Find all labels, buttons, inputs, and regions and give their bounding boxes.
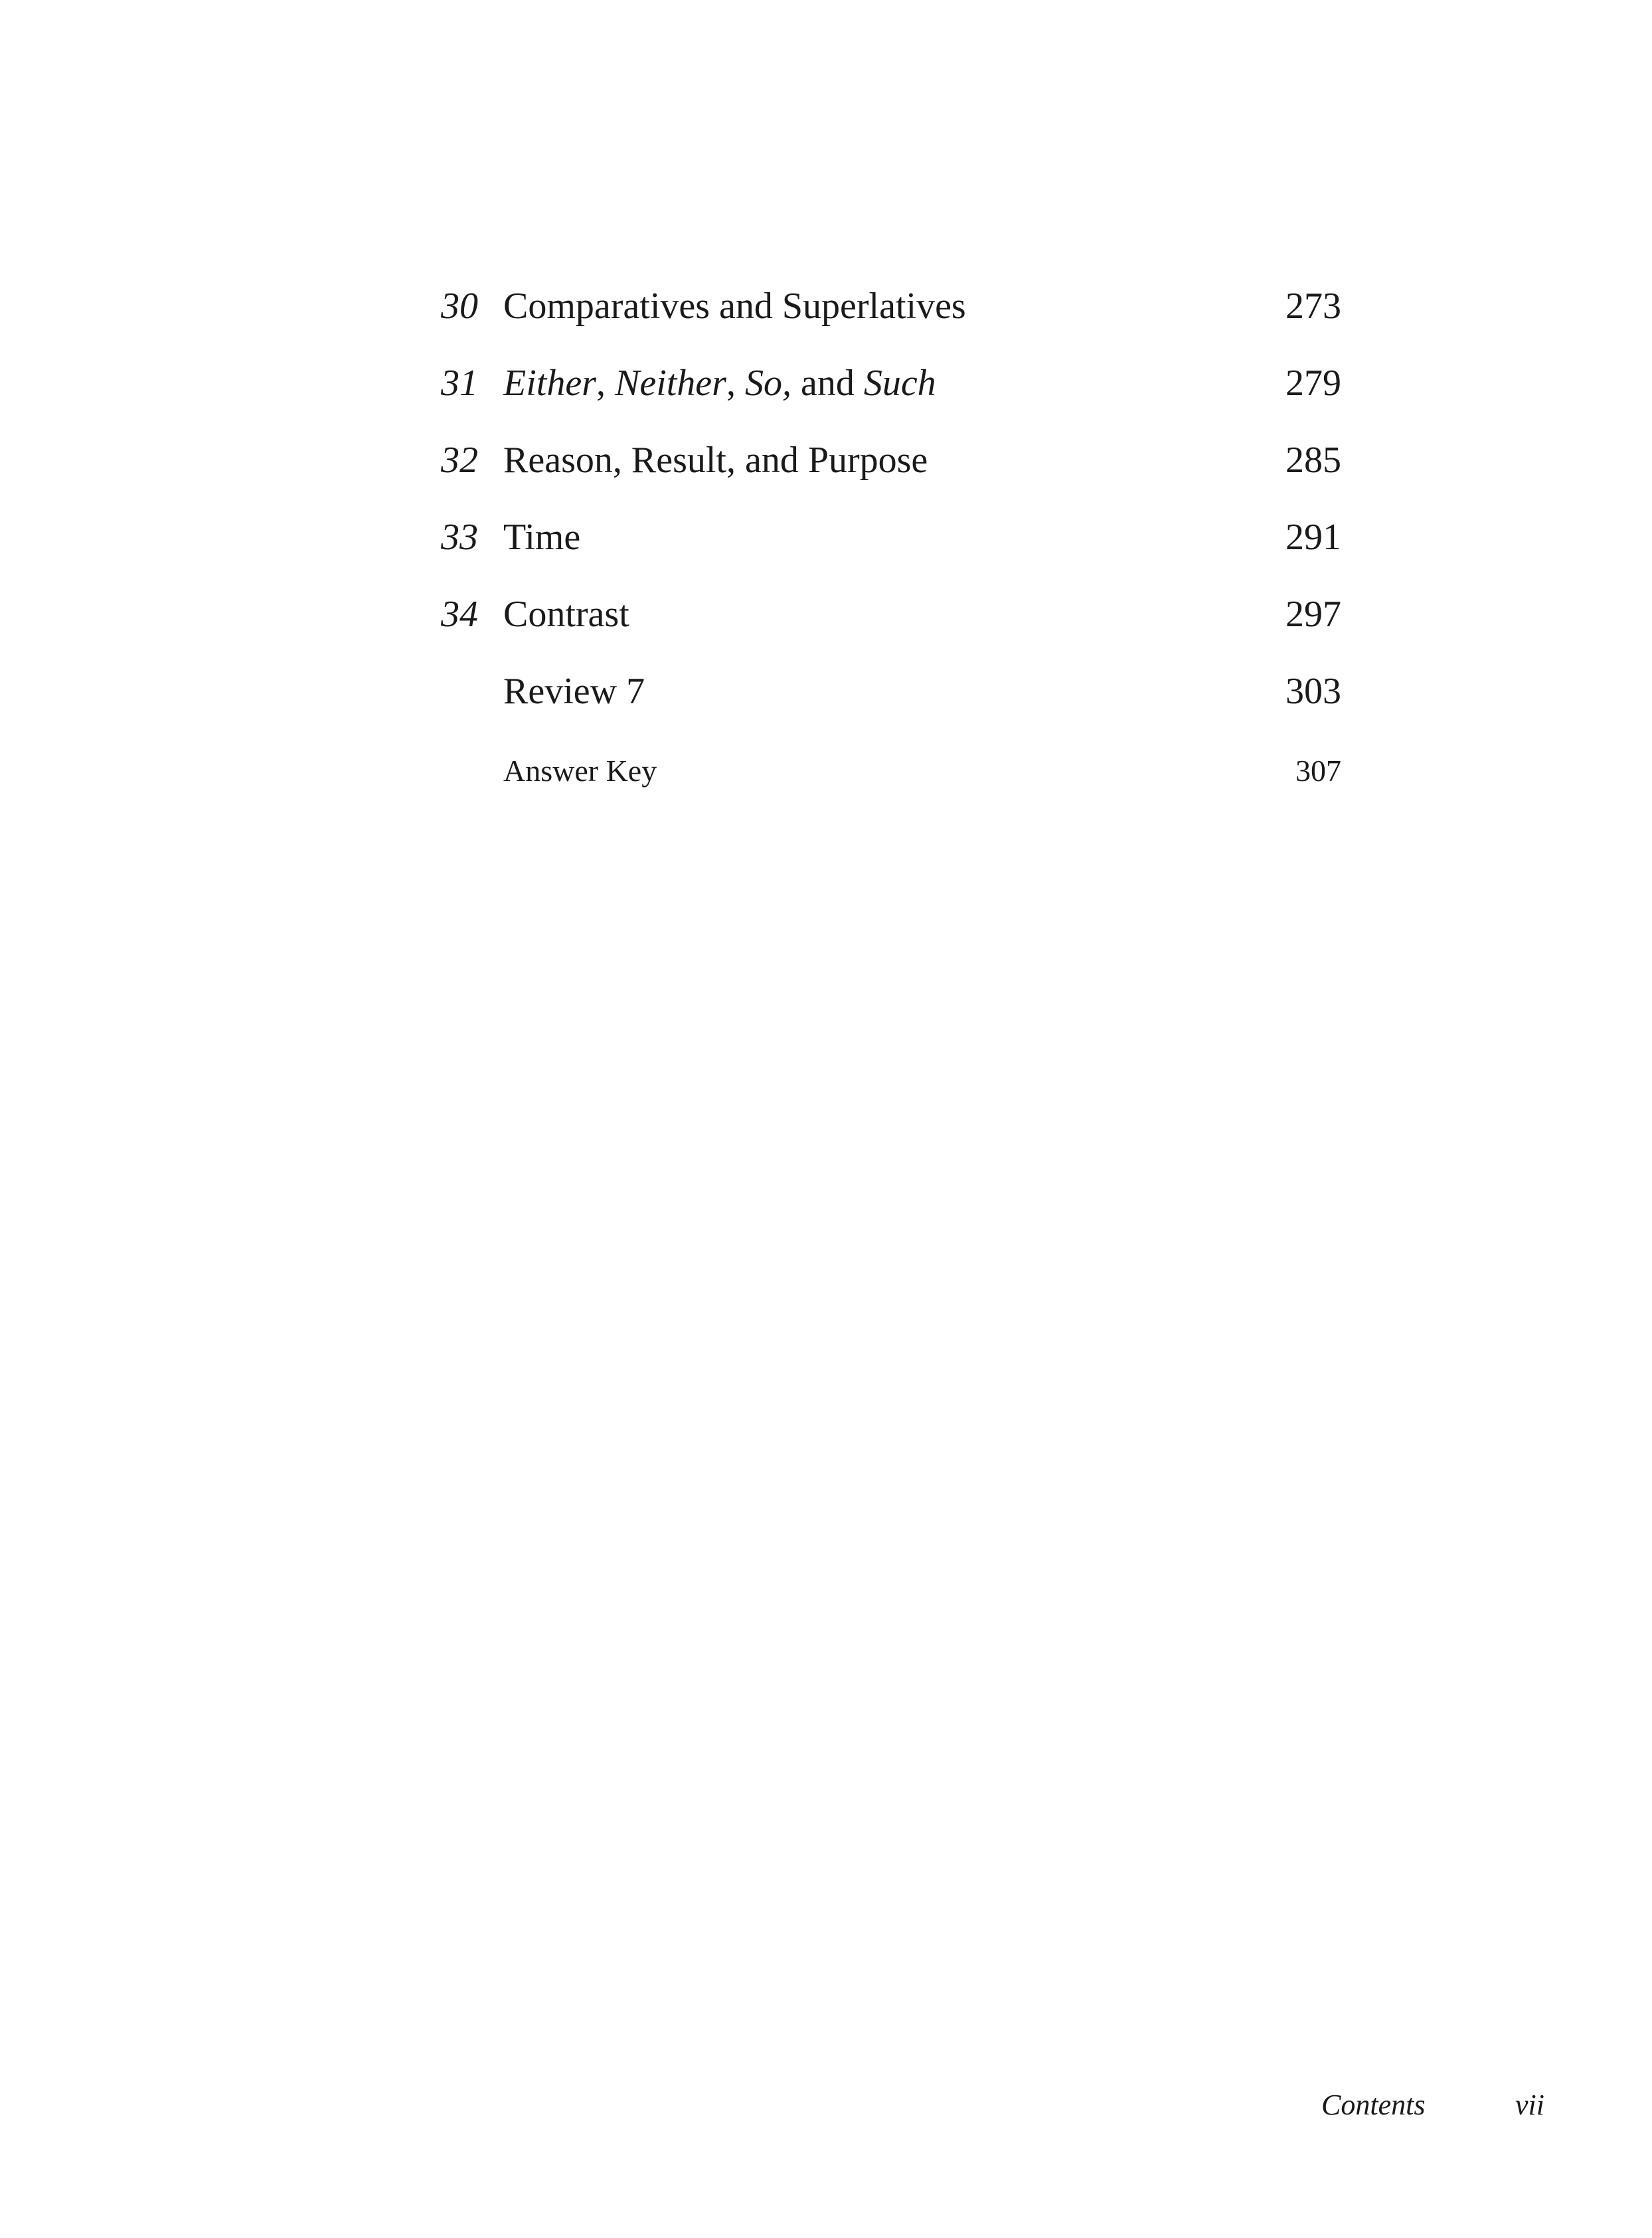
- chapter-title: Time: [503, 517, 581, 558]
- page-number: 291: [1285, 517, 1341, 558]
- running-footer-section: Contents: [1321, 2089, 1426, 2121]
- chapter-title: Comparatives and Superlatives: [503, 286, 966, 327]
- title-part-either: Either: [503, 363, 596, 404]
- toc-entry-31[interactable]: [425, 353, 1341, 413]
- toc-entry-answer-key[interactable]: [425, 741, 1341, 801]
- chapter-number: 30: [441, 286, 478, 327]
- title-part-and: and: [791, 363, 864, 404]
- chapter-number: 32: [441, 440, 478, 481]
- chapter-title: Reason, Result, and Purpose: [503, 440, 928, 481]
- title-part-neither: Neither: [614, 363, 726, 404]
- title-part-sep1: ,: [596, 363, 615, 404]
- running-footer-page-number: vii: [1515, 2089, 1544, 2121]
- toc-entry-33[interactable]: [425, 507, 1341, 567]
- page-number: 307: [1295, 754, 1341, 788]
- page-number: 279: [1285, 363, 1341, 404]
- toc-entry-34[interactable]: [425, 584, 1341, 644]
- chapter-title: Review 7: [503, 671, 645, 712]
- page-number: 303: [1285, 671, 1341, 712]
- chapter-number: 34: [441, 594, 478, 635]
- title-part-so: So,: [744, 363, 791, 404]
- toc-entry-30[interactable]: [425, 276, 1341, 336]
- chapter-number: 31: [441, 363, 478, 404]
- title-part-such: Such: [863, 363, 936, 404]
- chapter-title: [503, 353, 936, 413]
- page-number: 285: [1285, 440, 1341, 481]
- page-number: 297: [1285, 594, 1341, 635]
- chapter-number: 33: [441, 517, 478, 558]
- toc-entry-32[interactable]: [425, 430, 1341, 490]
- page-number: 273: [1285, 286, 1341, 327]
- title-part-sep2: ,: [726, 363, 745, 404]
- chapter-title: Answer Key: [503, 754, 657, 788]
- toc-entry-review-7[interactable]: [425, 661, 1341, 721]
- chapter-title: Contrast: [503, 594, 629, 635]
